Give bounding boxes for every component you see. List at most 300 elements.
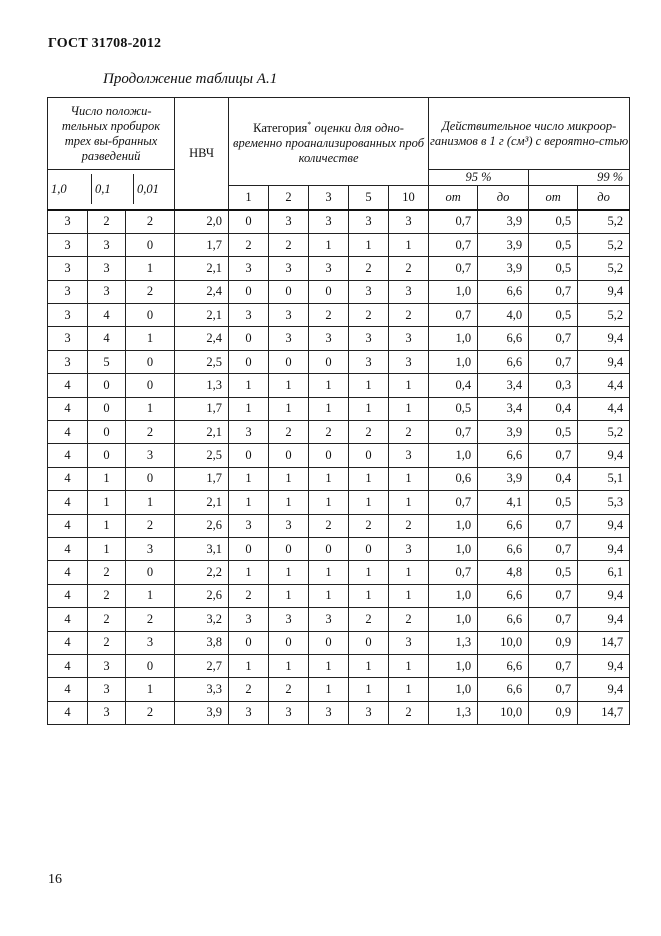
table-cell: 4: [48, 491, 88, 514]
table-cell: 4: [48, 654, 88, 677]
table-cell: 2: [269, 421, 309, 444]
table-cell: 3,9: [478, 467, 529, 490]
table-cell: 0: [229, 210, 269, 234]
table-cell: 1: [88, 467, 126, 490]
table-cell: 1,7: [175, 467, 229, 490]
table-cell: 5,3: [578, 491, 630, 514]
table-cell: 3: [229, 257, 269, 280]
table-cell: 3: [309, 257, 349, 280]
table-cell: 0: [269, 280, 309, 303]
table-cell: 9,4: [578, 350, 630, 373]
from-95: от: [429, 186, 478, 210]
table-cell: 2,6: [175, 584, 229, 607]
table-cell: 2,1: [175, 421, 229, 444]
table-cell: 2: [309, 514, 349, 537]
table-cell: 3,9: [478, 257, 529, 280]
table-cell: 5,2: [578, 210, 630, 234]
table-cell: 9,4: [578, 654, 630, 677]
table-cell: 4: [48, 631, 88, 654]
table-cell: 2: [269, 678, 309, 701]
table-cell: 0: [88, 444, 126, 467]
table-cell: 2,1: [175, 304, 229, 327]
table-cell: 4: [48, 467, 88, 490]
table-row: [48, 327, 630, 350]
table-cell: 2,5: [175, 350, 229, 373]
table-cell: 1: [229, 467, 269, 490]
table-cell: 2: [389, 514, 429, 537]
table-row: [48, 561, 630, 584]
table-cell: 4: [48, 608, 88, 631]
table-cell: 1: [389, 233, 429, 256]
table-cell: 3: [229, 514, 269, 537]
table-cell: 3: [48, 257, 88, 280]
table-cell: 0,5: [529, 233, 578, 256]
table-cell: 0,5: [529, 421, 578, 444]
table-cell: 1: [349, 654, 389, 677]
table-cell: 2: [349, 608, 389, 631]
table-cell: 4,4: [578, 397, 630, 420]
table-cell: 2: [229, 584, 269, 607]
table-cell: 9,4: [578, 514, 630, 537]
dilutions-cell: [48, 170, 175, 210]
table-cell: 0,7: [529, 350, 578, 373]
table-cell: 1: [309, 584, 349, 607]
table-cell: 3: [126, 537, 175, 560]
table-cell: 6,6: [478, 654, 529, 677]
table-cell: 3: [48, 304, 88, 327]
table-cell: 1,0: [429, 327, 478, 350]
table-row: [48, 654, 630, 677]
table-cell: 0: [349, 444, 389, 467]
table-cell: 1: [309, 397, 349, 420]
table-caption: Продолжение таблицы А.1: [103, 71, 278, 87]
table-cell: 0,7: [429, 421, 478, 444]
document-code: ГОСТ 31708-2012: [48, 36, 162, 51]
table-cell: 4: [48, 397, 88, 420]
table-cell: 1: [269, 654, 309, 677]
table-row: [48, 350, 630, 373]
table-cell: 2: [126, 421, 175, 444]
table-cell: 0,4: [529, 397, 578, 420]
table-row: [48, 210, 630, 234]
table-cell: 3: [229, 608, 269, 631]
table-cell: 1: [389, 654, 429, 677]
table-cell: 1,0: [429, 444, 478, 467]
table-cell: 0,4: [529, 467, 578, 490]
table-cell: 1: [229, 491, 269, 514]
dilution-3: 0,01: [137, 181, 159, 196]
table-cell: 0,7: [429, 257, 478, 280]
table-row: [48, 584, 630, 607]
table-cell: 4: [48, 584, 88, 607]
table-cell: 5,2: [578, 257, 630, 280]
table-cell: 5,2: [578, 233, 630, 256]
table-cell: 2: [389, 701, 429, 724]
table-cell: 4: [88, 304, 126, 327]
count-2: 2: [269, 186, 309, 210]
table-cell: 1: [229, 561, 269, 584]
table-cell: 1: [88, 514, 126, 537]
table-cell: 1: [269, 561, 309, 584]
table-body: [48, 210, 630, 725]
table-cell: 0,5: [529, 304, 578, 327]
table-cell: 0,7: [529, 444, 578, 467]
table-cell: 10,0: [478, 701, 529, 724]
table-cell: 0: [269, 537, 309, 560]
table-cell: 1,0: [429, 350, 478, 373]
table-cell: 5,1: [578, 467, 630, 490]
table-cell: 1: [309, 561, 349, 584]
from-99: от: [529, 186, 578, 210]
table-cell: 0: [229, 444, 269, 467]
table-cell: 0,5: [529, 210, 578, 234]
table-cell: 2: [88, 584, 126, 607]
table-cell: 4: [88, 327, 126, 350]
table-row: [48, 537, 630, 560]
table-cell: 3: [269, 257, 309, 280]
table-cell: 1: [349, 678, 389, 701]
table-cell: 0: [269, 444, 309, 467]
table-row: [48, 678, 630, 701]
table-cell: 1: [269, 397, 309, 420]
table-cell: 1: [126, 257, 175, 280]
category-prefix: Категория: [253, 121, 308, 136]
count-5: 5: [349, 186, 389, 210]
table-cell: 1: [126, 397, 175, 420]
table-cell: 1,7: [175, 397, 229, 420]
table-cell: 6,6: [478, 280, 529, 303]
table-cell: 3: [389, 631, 429, 654]
table-cell: 2: [229, 233, 269, 256]
table-cell: 3,4: [478, 397, 529, 420]
table-cell: 9,4: [578, 444, 630, 467]
table-cell: 0,5: [529, 561, 578, 584]
table-cell: 6,6: [478, 327, 529, 350]
table-cell: 3: [88, 701, 126, 724]
table-cell: 3: [349, 350, 389, 373]
table-cell: 2: [349, 421, 389, 444]
table-cell: 0: [309, 631, 349, 654]
table-cell: 1: [269, 374, 309, 397]
table-cell: 1: [349, 467, 389, 490]
dilution-1: 1,0: [48, 174, 92, 204]
table-cell: 5,2: [578, 304, 630, 327]
table-cell: 0: [126, 467, 175, 490]
actual-count-header: Действительное число микроор-ганизмов в 1 г (см³) с вероятно-стью: [429, 98, 630, 170]
table-cell: 0: [269, 631, 309, 654]
table-cell: 2,1: [175, 491, 229, 514]
table-row: [48, 304, 630, 327]
table-cell: 1: [309, 233, 349, 256]
table-cell: 1: [229, 397, 269, 420]
table-cell: 2,1: [175, 257, 229, 280]
table-cell: 3: [269, 210, 309, 234]
table-cell: 4: [48, 701, 88, 724]
mpn-table: [47, 97, 630, 725]
table-cell: 3: [48, 350, 88, 373]
table-cell: 1: [309, 678, 349, 701]
table-cell: 0,7: [529, 514, 578, 537]
table-cell: 0,7: [529, 537, 578, 560]
table-cell: 4,1: [478, 491, 529, 514]
table-cell: 1: [88, 537, 126, 560]
table-row: [48, 374, 630, 397]
table-cell: 3: [269, 514, 309, 537]
table-cell: 3,2: [175, 608, 229, 631]
table-cell: 3: [88, 280, 126, 303]
table-cell: 9,4: [578, 678, 630, 701]
table-cell: 1,0: [429, 608, 478, 631]
table-cell: 3: [88, 257, 126, 280]
table-cell: 2: [309, 304, 349, 327]
table-cell: 6,6: [478, 678, 529, 701]
table-cell: 0: [126, 654, 175, 677]
table-cell: 1,0: [429, 678, 478, 701]
table-cell: 2: [126, 280, 175, 303]
table-cell: 3: [389, 537, 429, 560]
table-cell: 3: [48, 280, 88, 303]
table-cell: 0,7: [429, 304, 478, 327]
count-1: 1: [229, 186, 269, 210]
table-cell: 3,1: [175, 537, 229, 560]
table-cell: 3,9: [478, 233, 529, 256]
table-row: [48, 421, 630, 444]
table-cell: 3: [229, 701, 269, 724]
table-cell: 0: [309, 280, 349, 303]
table-cell: 1: [389, 397, 429, 420]
table-cell: 0,7: [529, 654, 578, 677]
table-cell: 3: [309, 608, 349, 631]
table-cell: 2: [389, 257, 429, 280]
table-cell: 1: [389, 584, 429, 607]
table-cell: 0: [88, 397, 126, 420]
table-row: [48, 467, 630, 490]
table-cell: 3: [349, 327, 389, 350]
count-10: 10: [389, 186, 429, 210]
table-cell: 3,9: [478, 421, 529, 444]
table-cell: 1: [349, 491, 389, 514]
table-cell: 4: [48, 561, 88, 584]
table-cell: 3: [349, 280, 389, 303]
table-cell: 6,6: [478, 584, 529, 607]
count-3: 3: [309, 186, 349, 210]
table-cell: 4,0: [478, 304, 529, 327]
table-cell: 4: [48, 514, 88, 537]
category-header: [229, 98, 429, 186]
table-cell: 2: [88, 608, 126, 631]
table-cell: 0: [269, 350, 309, 373]
table-cell: 0: [349, 631, 389, 654]
table-cell: 0: [229, 350, 269, 373]
table-cell: 0: [349, 537, 389, 560]
table-cell: 6,6: [478, 444, 529, 467]
table-cell: 3: [309, 327, 349, 350]
table-cell: 1: [349, 584, 389, 607]
table-cell: 4: [48, 421, 88, 444]
table-cell: 0: [88, 374, 126, 397]
table-cell: 0: [229, 631, 269, 654]
table-cell: 0,7: [429, 561, 478, 584]
to-95: до: [478, 186, 529, 210]
table-cell: 1: [229, 654, 269, 677]
nvch-header: НВЧ: [175, 98, 229, 210]
table-cell: 9,4: [578, 608, 630, 631]
prob-95-header: 95 %: [429, 170, 529, 186]
table-cell: 4: [48, 678, 88, 701]
table-row: [48, 631, 630, 654]
table-cell: 1: [309, 491, 349, 514]
table-cell: 14,7: [578, 631, 630, 654]
table-cell: 1,0: [429, 280, 478, 303]
table-cell: 1: [269, 491, 309, 514]
table-cell: 2,2: [175, 561, 229, 584]
table-cell: 0,7: [429, 491, 478, 514]
table-cell: 6,6: [478, 537, 529, 560]
table-cell: 2: [389, 304, 429, 327]
table-cell: 3: [309, 701, 349, 724]
table-cell: 4,8: [478, 561, 529, 584]
table-row: [48, 280, 630, 303]
table-cell: 2: [88, 561, 126, 584]
table-cell: 4: [48, 444, 88, 467]
table-cell: 2,5: [175, 444, 229, 467]
table-cell: 0,7: [529, 280, 578, 303]
table-cell: 3,9: [478, 210, 529, 234]
table-cell: 1: [389, 491, 429, 514]
table-cell: 1,0: [429, 514, 478, 537]
table-cell: 6,6: [478, 350, 529, 373]
table-cell: 3: [229, 421, 269, 444]
table-cell: 3: [389, 210, 429, 234]
table-cell: 1,3: [429, 701, 478, 724]
table-cell: 2: [126, 514, 175, 537]
table-cell: 6,6: [478, 608, 529, 631]
table-cell: 2,4: [175, 327, 229, 350]
table-cell: 0,3: [529, 374, 578, 397]
table-cell: 3: [229, 304, 269, 327]
table-cell: 3: [309, 210, 349, 234]
table-cell: 0: [229, 537, 269, 560]
table-cell: 0,9: [529, 631, 578, 654]
table-cell: 5: [88, 350, 126, 373]
table-cell: 0: [126, 350, 175, 373]
table-cell: 0,7: [529, 608, 578, 631]
table-cell: 14,7: [578, 701, 630, 724]
table-cell: 2: [126, 608, 175, 631]
table-cell: 0: [88, 421, 126, 444]
table-cell: 3: [126, 631, 175, 654]
table-cell: 0: [309, 537, 349, 560]
table-cell: 3: [48, 210, 88, 234]
footnote-star: *: [307, 119, 312, 129]
table-row: [48, 233, 630, 256]
table-cell: 4: [48, 374, 88, 397]
dilution-2: 0,1: [92, 174, 134, 204]
table-cell: 0: [126, 374, 175, 397]
table-cell: 4: [48, 537, 88, 560]
table-cell: 3: [349, 701, 389, 724]
table-cell: 1: [389, 678, 429, 701]
table-cell: 1: [126, 678, 175, 701]
table-row: [48, 444, 630, 467]
table-cell: 3,3: [175, 678, 229, 701]
table-cell: 3: [269, 608, 309, 631]
table-cell: 0,6: [429, 467, 478, 490]
table-cell: 0: [126, 233, 175, 256]
table-cell: 0,5: [429, 397, 478, 420]
table-cell: 3: [389, 280, 429, 303]
table-row: [48, 514, 630, 537]
table-cell: 1: [126, 327, 175, 350]
table-cell: 3,8: [175, 631, 229, 654]
page-number: 16: [48, 872, 62, 887]
table-cell: 2,7: [175, 654, 229, 677]
table-cell: 1: [126, 491, 175, 514]
table-cell: 9,4: [578, 584, 630, 607]
table-cell: 1: [229, 374, 269, 397]
table-cell: 2: [126, 210, 175, 234]
table-cell: 0,4: [429, 374, 478, 397]
table-cell: 0: [309, 350, 349, 373]
table-cell: 2,4: [175, 280, 229, 303]
table-cell: 1: [389, 561, 429, 584]
table-cell: 1: [309, 654, 349, 677]
table-cell: 3: [88, 233, 126, 256]
table-row: [48, 491, 630, 514]
table-cell: 1,3: [175, 374, 229, 397]
table-cell: 6,1: [578, 561, 630, 584]
table-cell: 1: [389, 374, 429, 397]
table-cell: 2: [309, 421, 349, 444]
table-cell: 0: [309, 444, 349, 467]
table-cell: 2: [349, 304, 389, 327]
table-cell: 2: [389, 421, 429, 444]
table-cell: 9,4: [578, 327, 630, 350]
table-cell: 3: [389, 327, 429, 350]
table-cell: 9,4: [578, 537, 630, 560]
table-cell: 1: [349, 374, 389, 397]
table-cell: 1: [349, 561, 389, 584]
table-cell: 0,5: [529, 257, 578, 280]
table-cell: 4,4: [578, 374, 630, 397]
table-cell: 3: [389, 444, 429, 467]
table-cell: 1: [309, 467, 349, 490]
table-cell: 1,0: [429, 654, 478, 677]
table-cell: 2: [88, 631, 126, 654]
table-cell: 2: [88, 210, 126, 234]
table-cell: 0,7: [529, 327, 578, 350]
table-cell: 1,3: [429, 631, 478, 654]
table-cell: 1,0: [429, 584, 478, 607]
table-cell: 0: [229, 327, 269, 350]
table-cell: 1: [269, 584, 309, 607]
table-cell: 2: [349, 514, 389, 537]
table-cell: 2,6: [175, 514, 229, 537]
table-cell: 0,5: [529, 491, 578, 514]
table-cell: 0: [126, 304, 175, 327]
table-cell: 3,9: [175, 701, 229, 724]
table-cell: 3: [48, 327, 88, 350]
table-cell: 0,7: [529, 678, 578, 701]
table-cell: 3: [269, 327, 309, 350]
table-cell: 3: [88, 654, 126, 677]
to-99: до: [578, 186, 630, 210]
table-cell: 1: [126, 584, 175, 607]
table-cell: 0: [126, 561, 175, 584]
table-cell: 2: [126, 701, 175, 724]
table-cell: 0,7: [429, 233, 478, 256]
table-cell: 3: [269, 304, 309, 327]
